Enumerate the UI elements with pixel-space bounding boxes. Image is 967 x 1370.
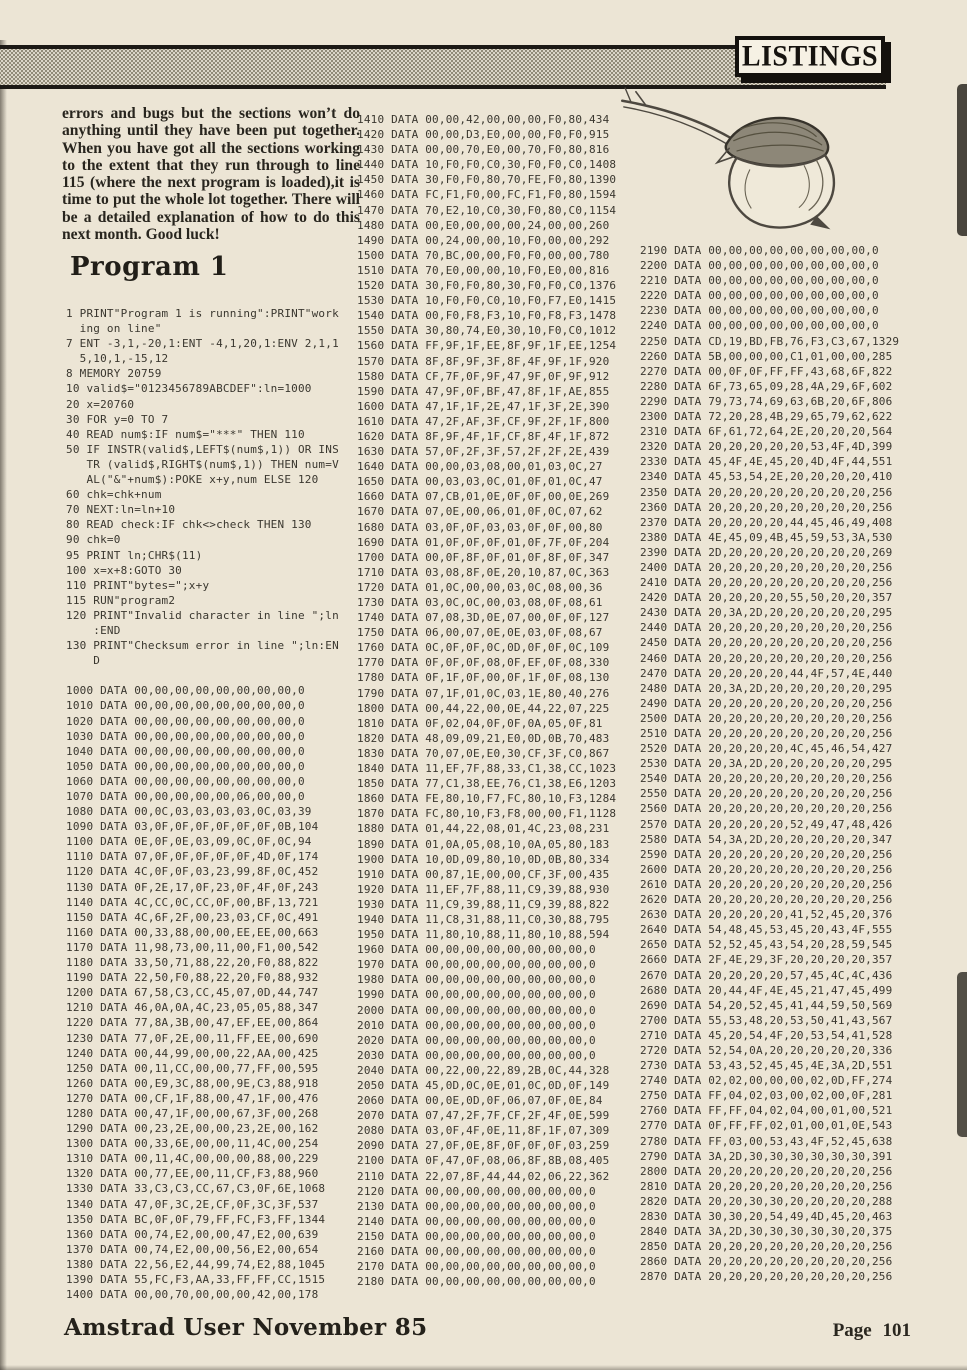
code-line: TR (valid$,RIGHT$(num$,1)) THEN num=V <box>66 457 339 471</box>
code-line: 1430 DATA 00,00,70,E0,00,70,F0,80,816 <box>357 143 610 157</box>
code-line: 1860 DATA FE,80,10,F7,FC,80,10,F3,1284 <box>357 792 617 806</box>
code-line: 80 READ check:IF chk<>check THEN 130 <box>66 518 312 532</box>
code-line: 2770 DATA 0F,FF,FF,02,01,00,01,0E,543 <box>640 1119 893 1133</box>
code-line: 2730 DATA 53,43,52,45,45,4E,3A,2D,551 <box>640 1059 893 1073</box>
code-column-2 <box>357 112 616 1289</box>
code-line: 90 chk=0 <box>66 533 121 547</box>
code-line: 2400 DATA 20,20,20,20,20,20,20,20,256 <box>640 560 893 574</box>
code-line: 2500 DATA 20,20,20,20,20,20,20,20,256 <box>640 711 893 725</box>
code-line: 2080 DATA 03,0F,4F,0E,11,8F,1F,07,309 <box>357 1124 610 1138</box>
code-line: 2830 DATA 30,30,20,54,49,4D,45,20,463 <box>640 1210 893 1223</box>
code-line: 1410 DATA 00,00,42,00,00,00,F0,80,434 <box>357 113 610 126</box>
code-line: 1540 DATA 00,F0,F8,F3,10,F0,F8,F3,1478 <box>357 309 617 323</box>
code-line: 2650 DATA 52,52,45,43,54,20,28,59,545 <box>640 938 893 952</box>
code-line: 1250 DATA 00,11,CC,00,00,77,FF,00,595 <box>66 1061 319 1075</box>
code-column-3 <box>640 243 899 1284</box>
code-line: 1870 DATA FC,80,10,F3,F8,00,00,F1,1128 <box>357 807 617 821</box>
listings-title: LISTINGS <box>741 39 879 73</box>
code-line: 2190 DATA 00,00,00,00,00,00,00,00,0 <box>640 244 879 257</box>
code-line: 2030 DATA 00,00,00,00,00,00,00,00,0 <box>357 1048 596 1062</box>
code-line: 2630 DATA 20,20,20,20,41,52,45,20,376 <box>640 908 893 922</box>
code-line: 2680 DATA 20,44,4F,4E,45,21,47,45,499 <box>640 983 893 997</box>
code-line: 2450 DATA 20,20,20,20,20,20,20,20,256 <box>640 636 893 650</box>
code-line: 2010 DATA 00,00,00,00,00,00,00,00,0 <box>357 1018 596 1032</box>
code-line: 2750 DATA FF,04,02,03,00,02,00,0F,281 <box>640 1089 893 1103</box>
code-line: 1240 DATA 00,44,99,00,00,22,AA,00,425 <box>66 1046 319 1060</box>
intro-paragraph: errors and bugs but the sections won’t do anything until they have been put together. When you have got all the sections working to the extent that they run through to line 115 (where the next program is loaded),it is time to put the whole lot together. There will be a detailed explanation of how to do this next month. Good luck! <box>62 105 360 244</box>
code-line: 1070 DATA 00,00,00,00,00,06,00,00,0 <box>66 790 305 803</box>
code-line: 1790 DATA 07,1F,01,0C,03,1E,80,40,276 <box>357 686 610 700</box>
code-line: 1210 DATA 46,0A,0A,4C,23,05,05,88,347 <box>66 1001 319 1015</box>
code-line: 1970 DATA 00,00,00,00,00,00,00,00,0 <box>357 958 596 972</box>
code-line: 2230 DATA 00,00,00,00,00,00,00,00,0 <box>640 304 879 318</box>
code-line: 1840 DATA 11,EF,7F,88,33,C1,38,CC,1023 <box>357 762 617 776</box>
code-line: 110 PRINT"bytes=";x+y <box>66 578 210 592</box>
code-line: 1490 DATA 00,24,00,00,10,F0,00,00,292 <box>357 233 610 247</box>
code-line: 2220 DATA 00,00,00,00,00,00,00,00,0 <box>640 289 879 303</box>
code-line: 1650 DATA 00,03,03,0C,01,0F,01,0C,47 <box>357 475 603 489</box>
code-line: 1630 DATA 57,0F,2F,3F,57,2F,2F,2E,439 <box>357 445 610 459</box>
code-line: 1710 DATA 03,08,8F,0E,20,10,87,0C,363 <box>357 565 610 579</box>
code-line: 2580 DATA 54,3A,2D,20,20,20,20,20,347 <box>640 832 893 846</box>
code-line: 2590 DATA 20,20,20,20,20,20,20,20,256 <box>640 847 893 861</box>
code-line: 1750 DATA 06,00,07,0E,0E,03,0F,08,67 <box>357 626 603 640</box>
code-line: 115 RUN"program2 <box>66 593 176 607</box>
code-line: 1890 DATA 01,0A,05,08,10,0A,05,80,183 <box>357 837 610 851</box>
code-line: ing on line" <box>66 322 162 336</box>
code-line: 1220 DATA 77,8A,3B,00,47,EF,EE,00,864 <box>66 1016 319 1030</box>
code-line: 1100 DATA 0E,0F,0E,03,09,0C,0F,0C,94 <box>66 835 312 849</box>
code-line: 1480 DATA 00,E0,00,00,00,24,00,00,260 <box>357 218 610 232</box>
code-line: 2370 DATA 20,20,20,20,44,45,46,49,408 <box>640 515 893 529</box>
code-line: 2350 DATA 20,20,20,20,20,20,20,20,256 <box>640 485 893 499</box>
code-line: 1400 DATA 00,00,70,00,00,00,42,00,178 <box>66 1288 319 1302</box>
code-line: 1580 DATA CF,7F,0F,9F,47,9F,0F,9F,912 <box>357 369 610 383</box>
code-line: 1190 DATA 22,50,F0,88,22,20,F0,88,932 <box>66 971 319 985</box>
code-line: 2710 DATA 45,20,54,4F,20,53,54,41,528 <box>640 1028 893 1042</box>
code-line: 1900 DATA 10,0D,09,80,10,0D,0B,80,334 <box>357 852 610 866</box>
code-line: 2810 DATA 20,20,20,20,20,20,20,20,256 <box>640 1179 893 1193</box>
code-line: 2270 DATA 00,0F,0F,FF,FF,43,68,6F,822 <box>640 364 893 378</box>
code-line: 1470 DATA 70,E2,10,C0,30,F0,80,C0,1154 <box>357 203 617 217</box>
code-line: 2020 DATA 00,00,00,00,00,00,00,00,0 <box>357 1033 596 1047</box>
code-line: 2170 DATA 00,00,00,00,00,00,00,00,0 <box>357 1260 596 1274</box>
code-line: 2610 DATA 20,20,20,20,20,20,20,20,256 <box>640 877 893 891</box>
code-line: 2250 DATA CD,19,BD,FB,76,F3,C3,67,1329 <box>640 334 900 348</box>
code-line: 1530 DATA 10,F0,F0,C0,10,F0,F7,E0,1415 <box>357 294 617 308</box>
code-line: 1910 DATA 00,87,1E,00,00,CF,3F,00,435 <box>357 867 610 881</box>
code-line: 1850 DATA 77,C1,38,EE,76,C1,38,E6,1203 <box>357 777 617 791</box>
code-line: 2100 DATA 0F,47,0F,08,06,8F,8B,08,405 <box>357 1154 610 1168</box>
code-line: 1510 DATA 70,E0,00,00,10,F0,E0,00,816 <box>357 263 610 277</box>
code-line: 1520 DATA 30,F0,F0,80,30,F0,F0,C0,1376 <box>357 279 617 293</box>
code-line: 2060 DATA 00,0E,0D,0F,06,07,0F,0E,84 <box>357 1094 603 1108</box>
code-line: 1980 DATA 00,00,00,00,00,00,00,00,0 <box>357 973 596 987</box>
code-line: 2430 DATA 20,3A,2D,20,20,20,20,20,295 <box>640 606 893 620</box>
code-line: 2420 DATA 20,20,20,20,55,50,20,20,357 <box>640 591 893 605</box>
code-line: 1640 DATA 00,00,03,08,00,01,03,0C,27 <box>357 460 603 474</box>
code-line: 130 PRINT"Checksum error in line ";ln:EN <box>66 639 339 653</box>
code-line: 2480 DATA 20,3A,2D,20,20,20,20,20,295 <box>640 681 893 695</box>
code-line: AL("&"+num$):POKE x+y,num ELSE 120 <box>66 473 319 487</box>
code-line: 1800 DATA 00,44,22,00,0E,44,22,07,225 <box>357 701 610 715</box>
code-line: 1380 DATA 22,56,E2,44,99,74,E2,88,1045 <box>66 1257 326 1271</box>
code-line: 2120 DATA 00,00,00,00,00,00,00,00,0 <box>357 1184 596 1198</box>
code-line: 2390 DATA 2D,20,20,20,20,20,20,20,269 <box>640 545 893 559</box>
code-line: 1050 DATA 00,00,00,00,00,00,00,00,0 <box>66 759 305 773</box>
code-line: 2520 DATA 20,20,20,20,4C,45,46,54,427 <box>640 742 893 756</box>
code-line: 1720 DATA 01,0C,00,00,03,0C,08,00,36 <box>357 580 603 594</box>
code-line: 1140 DATA 4C,CC,0C,CC,0F,00,BF,13,721 <box>66 895 319 909</box>
code-line: 1090 DATA 03,0F,0F,0F,0F,0F,0F,0B,104 <box>66 820 319 834</box>
code-line: 1030 DATA 00,00,00,00,00,00,00,00,0 <box>66 729 305 743</box>
code-line: 1110 DATA 07,0F,0F,0F,0F,0F,4D,0F,174 <box>66 850 319 864</box>
code-line: 2000 DATA 00,00,00,00,00,00,00,00,0 <box>357 1003 596 1017</box>
code-line: 120 PRINT"Invalid character in line ";ln <box>66 608 339 622</box>
code-line: 1590 DATA 47,9F,0F,BF,47,8F,1F,AE,855 <box>357 384 610 398</box>
code-line: 2140 DATA 00,00,00,00,00,00,00,00,0 <box>357 1214 596 1228</box>
code-line: 2720 DATA 52,54,0A,20,20,20,20,20,336 <box>640 1043 893 1057</box>
code-line: 2380 DATA 4E,45,09,4B,45,59,53,3A,530 <box>640 530 893 544</box>
code-line: 1350 DATA BC,0F,0F,79,FF,FC,F3,FF,1344 <box>66 1212 326 1226</box>
code-line: 2640 DATA 54,48,45,53,45,20,43,4F,555 <box>640 923 893 937</box>
code-line: 1040 DATA 00,00,00,00,00,00,00,00,0 <box>66 744 305 758</box>
code-line: 2690 DATA 54,20,52,45,41,44,59,50,569 <box>640 998 893 1012</box>
code-line: 1560 DATA FF,9F,1F,EE,8F,9F,1F,EE,1254 <box>357 339 617 353</box>
code-line: 2320 DATA 20,20,20,20,20,53,4F,4D,399 <box>640 440 893 454</box>
code-line: 1760 DATA 0C,0F,0F,0C,0D,0F,0F,0C,109 <box>357 641 610 655</box>
code-line: 1160 DATA 00,33,88,00,00,EE,EE,00,663 <box>66 925 319 939</box>
code-line: 1180 DATA 33,50,71,88,22,20,F0,88,822 <box>66 956 319 970</box>
code-line: 2280 DATA 6F,73,65,09,28,4A,29,6F,602 <box>640 379 893 393</box>
code-line: 2360 DATA 20,20,20,20,20,20,20,20,256 <box>640 500 893 514</box>
code-line: 2040 DATA 00,22,00,22,89,2B,0C,44,328 <box>357 1063 610 1077</box>
code-line: 8 MEMORY 20759 <box>66 367 162 381</box>
code-line: D <box>66 654 101 668</box>
code-line: 1020 DATA 00,00,00,00,00,00,00,00,0 <box>66 714 305 728</box>
code-line: 2670 DATA 20,20,20,20,57,45,4C,4C,436 <box>640 968 893 982</box>
code-line: 1610 DATA 47,2F,AF,3F,CF,9F,2F,1F,800 <box>357 414 610 428</box>
code-line: 2130 DATA 00,00,00,00,00,00,00,00,0 <box>357 1199 596 1213</box>
code-line: 70 NEXT:ln=ln+10 <box>66 503 176 517</box>
code-line: 1130 DATA 0F,2E,17,0F,23,0F,4F,0F,243 <box>66 880 319 894</box>
code-line: 1120 DATA 4C,0F,0F,03,23,99,8F,0C,452 <box>66 865 319 879</box>
code-line: 1940 DATA 11,C8,31,88,11,C0,30,88,795 <box>357 912 610 926</box>
code-line: 2530 DATA 20,3A,2D,20,20,20,20,20,295 <box>640 757 893 771</box>
code-line: 1230 DATA 77,0F,2E,00,11,FF,EE,00,690 <box>66 1031 319 1045</box>
scan-edge-right-mid <box>957 972 967 1137</box>
code-line: 1680 DATA 03,0F,0F,03,03,0F,0F,00,80 <box>357 520 603 534</box>
code-line: 30 FOR y=0 TO 7 <box>66 412 169 426</box>
listings-box <box>735 36 885 77</box>
code-line: 1770 DATA 0F,0F,0F,08,0F,EF,0F,08,330 <box>357 656 610 670</box>
code-line: 2620 DATA 20,20,20,20,20,20,20,20,256 <box>640 893 893 907</box>
code-line: 2870 DATA 20,20,20,20,20,20,20,20,256 <box>640 1270 893 1284</box>
code-line: 2550 DATA 20,20,20,20,20,20,20,20,256 <box>640 787 893 801</box>
code-line: 1280 DATA 00,47,1F,00,00,67,3F,00,268 <box>66 1106 319 1120</box>
code-line: 2570 DATA 20,20,20,20,52,49,47,48,426 <box>640 817 893 831</box>
code-line: :END <box>66 623 121 637</box>
code-line: 2310 DATA 6F,61,72,64,2E,20,20,20,564 <box>640 425 893 439</box>
code-line: 2090 DATA 27,0F,0E,8F,0F,0F,0F,03,259 <box>357 1139 610 1153</box>
code-line: 1810 DATA 0F,02,04,0F,0F,0A,05,0F,81 <box>357 716 603 730</box>
code-line: 1920 DATA 11,EF,7F,88,11,C9,39,88,930 <box>357 882 610 896</box>
code-line: 1880 DATA 01,44,22,08,01,4C,23,08,231 <box>357 822 610 836</box>
code-line: 1200 DATA 67,58,C3,CC,45,07,0D,44,747 <box>66 986 319 1000</box>
code-line: 1550 DATA 30,80,74,E0,30,10,F0,C0,1012 <box>357 324 617 338</box>
code-line: 60 chk=chk+num <box>66 488 162 502</box>
code-line: 2600 DATA 20,20,20,20,20,20,20,20,256 <box>640 862 893 876</box>
code-line: 1390 DATA 55,FC,F3,AA,33,FF,FF,CC,1515 <box>66 1273 326 1286</box>
code-line: 2490 DATA 20,20,20,20,20,20,20,20,256 <box>640 696 893 710</box>
code-line: 2820 DATA 20,20,30,30,20,20,20,20,288 <box>640 1194 893 1208</box>
code-line: 1340 DATA 47,0F,3C,2E,CF,0F,3C,3F,537 <box>66 1197 319 1211</box>
code-line <box>66 668 339 683</box>
code-line: 5,10,1,-15,12 <box>66 352 169 366</box>
code-line: 2660 DATA 2F,4E,29,3F,20,20,20,20,357 <box>640 953 893 967</box>
code-line: 2440 DATA 20,20,20,20,20,20,20,20,256 <box>640 621 893 635</box>
code-line: 2700 DATA 55,53,48,20,53,50,41,43,567 <box>640 1013 893 1027</box>
code-line: 100 x=x+8:GOTO 30 <box>66 563 182 577</box>
code-line: 2210 DATA 00,00,00,00,00,00,00,00,0 <box>640 274 879 288</box>
code-line: 2760 DATA FF,FF,04,02,04,00,01,00,521 <box>640 1104 893 1118</box>
code-line: 1260 DATA 00,E9,3C,88,00,9E,C3,88,918 <box>66 1076 319 1090</box>
acorn-illustration <box>612 86 880 246</box>
code-line: 95 PRINT ln;CHR$(11) <box>66 548 203 562</box>
code-line: 50 IF INSTR(valid$,LEFT$(num$,1)) OR INS <box>66 442 339 456</box>
code-line: 2740 DATA 02,02,00,00,00,02,0D,FF,274 <box>640 1074 893 1088</box>
code-line: 1990 DATA 00,00,00,00,00,00,00,00,0 <box>357 988 596 1002</box>
code-line: 20 x=20760 <box>66 397 135 411</box>
footer-page-number: Page 101 <box>832 1320 911 1341</box>
code-line: 2340 DATA 45,53,54,2E,20,20,20,20,410 <box>640 470 893 484</box>
code-line: 2540 DATA 20,20,20,20,20,20,20,20,256 <box>640 772 893 786</box>
code-line: 1600 DATA 47,1F,1F,2E,47,1F,3F,2E,390 <box>357 399 610 413</box>
code-line: 2850 DATA 20,20,20,20,20,20,20,20,256 <box>640 1240 893 1254</box>
code-line: 1460 DATA FC,F1,F0,00,FC,F1,F0,80,1594 <box>357 188 617 202</box>
scan-edge-bottom <box>0 1365 967 1370</box>
code-line: 2470 DATA 20,20,20,20,44,4F,57,4E,440 <box>640 666 893 680</box>
code-line: 2780 DATA FF,03,00,53,43,4F,52,45,638 <box>640 1134 893 1148</box>
code-line: 1270 DATA 00,CF,1F,88,00,47,1F,00,476 <box>66 1091 319 1105</box>
code-line: 1000 DATA 00,00,00,00,00,00,00,00,0 <box>66 684 305 698</box>
code-line: 2160 DATA 00,00,00,00,00,00,00,00,0 <box>357 1245 596 1259</box>
footer-magazine-title: Amstrad User November 85 <box>64 1314 428 1341</box>
code-line: 1290 DATA 00,23,2E,00,00,23,2E,00,162 <box>66 1122 319 1136</box>
code-line: 1300 DATA 00,33,6E,00,00,11,4C,00,254 <box>66 1137 319 1151</box>
code-line: 1950 DATA 11,80,10,88,11,80,10,88,594 <box>357 928 610 942</box>
code-line: 2180 DATA 00,00,00,00,00,00,00,00,0 <box>357 1275 596 1289</box>
code-line: 1820 DATA 48,09,09,21,E0,0D,0B,70,483 <box>357 731 610 745</box>
code-line: 2460 DATA 20,20,20,20,20,20,20,20,256 <box>640 651 893 665</box>
code-line: 2050 DATA 45,0D,0C,0E,01,0C,0D,0F,149 <box>357 1079 610 1092</box>
code-line: 10 valid$="0123456789ABCDEF":ln=1000 <box>66 382 312 396</box>
code-line: 1060 DATA 00,00,00,00,00,00,00,00,0 <box>66 774 305 788</box>
code-line: 2840 DATA 3A,2D,30,30,30,30,30,20,375 <box>640 1225 893 1239</box>
code-line: 1730 DATA 03,0C,0C,00,03,08,0F,08,61 <box>357 596 603 609</box>
code-line: 1310 DATA 00,11,4C,00,00,00,88,00,229 <box>66 1152 319 1166</box>
code-line: 1780 DATA 0F,1F,0F,00,0F,1F,0F,08,130 <box>357 671 610 685</box>
code-line: 2560 DATA 20,20,20,20,20,20,20,20,256 <box>640 802 893 816</box>
code-line: 7 ENT -3,1,-20,1:ENT -4,1,20,1:ENV 2,1,1 <box>66 337 339 351</box>
code-line: 1690 DATA 01,0F,0F,0F,01,0F,7F,0F,204 <box>357 535 610 549</box>
scan-edge-right-top <box>957 84 967 236</box>
code-line: 1740 DATA 07,08,3D,0E,07,00,0F,0F,127 <box>357 611 610 625</box>
code-column-1 <box>66 306 339 1302</box>
code-line: 1500 DATA 70,BC,00,00,F0,F0,00,00,780 <box>357 248 610 262</box>
code-line: 2860 DATA 20,20,20,20,20,20,20,20,256 <box>640 1255 893 1269</box>
code-line: 2300 DATA 72,20,28,4B,29,65,79,62,622 <box>640 410 893 424</box>
code-line: 1960 DATA 00,00,00,00,00,00,00,00,0 <box>357 943 596 957</box>
code-line: 1420 DATA 00,00,D3,E0,00,00,F0,F0,915 <box>357 128 610 142</box>
code-line: 1080 DATA 00,0C,03,03,03,03,0C,03,39 <box>66 805 312 819</box>
code-line: 1320 DATA 00,77,EE,00,11,CF,F3,88,960 <box>66 1167 319 1181</box>
code-line: 1450 DATA 30,F0,F0,80,70,FE,F0,80,1390 <box>357 173 617 187</box>
code-line: 1660 DATA 07,CB,01,0E,0F,0F,00,0E,269 <box>357 490 610 504</box>
program-heading: Program 1 <box>70 252 229 282</box>
code-line: 2240 DATA 00,00,00,00,00,00,00,00,0 <box>640 319 879 333</box>
code-line: 1700 DATA 00,0F,8F,0F,01,0F,8F,0F,347 <box>357 550 610 564</box>
code-line: 2330 DATA 45,4F,4E,45,20,4D,4F,44,551 <box>640 455 893 469</box>
code-line: 40 READ num$:IF num$="***" THEN 110 <box>66 427 305 441</box>
code-line: 2150 DATA 00,00,00,00,00,00,00,00,0 <box>357 1229 596 1243</box>
code-line: 1440 DATA 10,F0,F0,C0,30,F0,F0,C0,1408 <box>357 158 617 172</box>
code-line: 2260 DATA 5B,00,00,00,C1,01,00,00,285 <box>640 349 893 363</box>
code-line: 2510 DATA 20,20,20,20,20,20,20,20,256 <box>640 727 893 740</box>
code-line: 2290 DATA 79,73,74,69,63,6B,20,6F,806 <box>640 394 893 408</box>
code-line: 2790 DATA 3A,2D,30,30,30,30,30,30,391 <box>640 1149 893 1163</box>
code-line: 1170 DATA 11,98,73,00,11,00,F1,00,542 <box>66 940 319 954</box>
code-line: 1 PRINT"Program 1 is running":PRINT"work <box>66 307 339 320</box>
code-line: 1830 DATA 70,07,0E,E0,30,CF,3F,C0,867 <box>357 746 610 760</box>
code-line: 1330 DATA 33,C3,C3,CC,67,C3,0F,6E,1068 <box>66 1182 326 1196</box>
code-line: 2110 DATA 22,07,8F,44,44,02,06,22,362 <box>357 1169 610 1183</box>
code-line: 2410 DATA 20,20,20,20,20,20,20,20,256 <box>640 576 893 590</box>
code-line: 1150 DATA 4C,6F,2F,00,23,03,CF,0C,491 <box>66 910 319 924</box>
code-line: 2070 DATA 07,47,2F,7F,CF,2F,4F,0E,599 <box>357 1109 610 1123</box>
code-line: 1370 DATA 00,74,E2,00,00,56,E2,00,654 <box>66 1242 319 1256</box>
code-line: 1570 DATA 8F,8F,9F,3F,8F,4F,9F,1F,920 <box>357 354 610 368</box>
code-line: 1670 DATA 07,0E,00,06,01,0F,0C,07,62 <box>357 505 603 519</box>
code-line: 2800 DATA 20,20,20,20,20,20,20,20,256 <box>640 1164 893 1178</box>
code-line: 1930 DATA 11,C9,39,88,11,C9,39,88,822 <box>357 897 610 911</box>
code-line: 1010 DATA 00,00,00,00,00,00,00,00,0 <box>66 699 305 713</box>
code-line: 2200 DATA 00,00,00,00,00,00,00,00,0 <box>640 259 879 273</box>
scan-edge-left <box>0 40 7 1370</box>
code-line: 1360 DATA 00,74,E2,00,00,47,E2,00,639 <box>66 1227 319 1241</box>
code-line: 1620 DATA 8F,9F,4F,1F,CF,8F,4F,1F,872 <box>357 429 610 443</box>
